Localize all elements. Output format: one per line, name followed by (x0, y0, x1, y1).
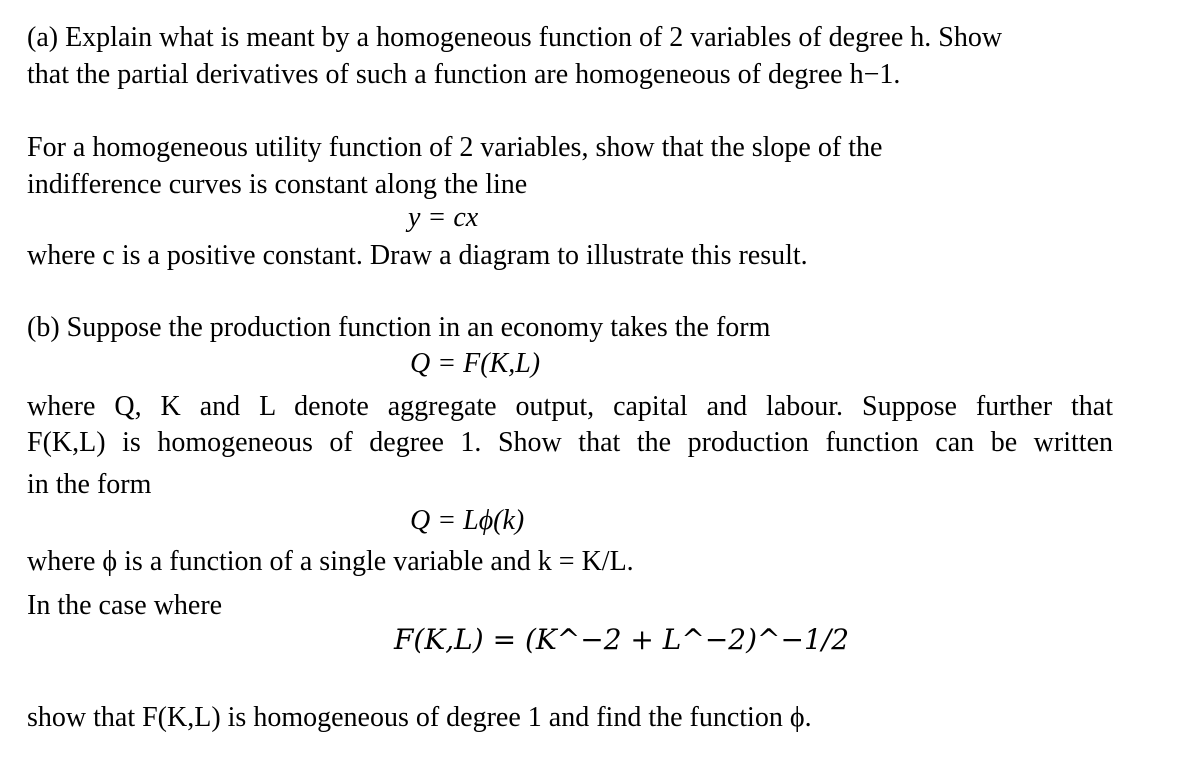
part-b-line-3 (27, 429, 1113, 457)
part-a-line-2 (27, 61, 900, 89)
part-a-line-1 (27, 24, 1002, 52)
part-a-line-5 (27, 242, 808, 270)
equation-q-equals-l-phi-k: Q = Lϕ(k) (410, 505, 525, 536)
part-b-line-5 (27, 548, 634, 576)
part-a-line-4 (27, 171, 527, 199)
equation-ces-function: F(K,L) = (K^−2 + L^−2)^−1/2 (394, 623, 850, 656)
part-b-line-7 (27, 704, 812, 732)
part-b-line-4 (27, 471, 151, 499)
part-b-line-1-text: (b) Suppose the production function in an economy takes the form (27, 312, 771, 343)
part-a-line-3 (27, 134, 882, 162)
part-b-line-6-text: In the case where (27, 590, 223, 621)
part-b-line-2 (27, 393, 1113, 421)
part-b-line-6 (27, 592, 222, 620)
part-a-line-3-text: For a homogeneous utility function of 2 variables, show that the slope of the (27, 132, 883, 163)
part-b-line-7-text: show that F(K,L) is homogeneous of degree 1 and find the function ϕ. (27, 702, 812, 733)
part-a-line-1-text: (a) Explain what is meant by a homogeneous function of 2 variables of degree h. Show (27, 22, 1003, 53)
part-a-line-2-text: that the partial derivatives of such a function are homogeneous of degree h−1. (27, 59, 901, 90)
part-b-line-4-text: in the form (27, 469, 152, 500)
part-a-line-5-text: where c is a positive constant. Draw a diagram to illustrate this result. (27, 240, 808, 271)
part-b-equation-2 (410, 507, 524, 535)
part-b-equation-1 (410, 350, 540, 378)
part-b-line-3-text: F(K,L) is homogeneous of degree 1. Show that the production function can be written (27, 427, 1113, 458)
part-b-line-2-text: where Q, K and L denote aggregate output, capital and labour. Suppose further that (27, 391, 1113, 422)
part-b-equation-3 (394, 623, 850, 656)
part-b-line-1 (27, 314, 770, 342)
part-a-equation (408, 204, 478, 232)
part-b-line-5-text: where ϕ is a function of a single variable and k = K/L. (27, 546, 634, 577)
part-a-line-4-text: indifference curves is constant along the line (27, 169, 528, 200)
equation-production-function: Q = F(K,L) (410, 348, 541, 379)
equation-y-equals-cx: y = cx (408, 202, 479, 233)
